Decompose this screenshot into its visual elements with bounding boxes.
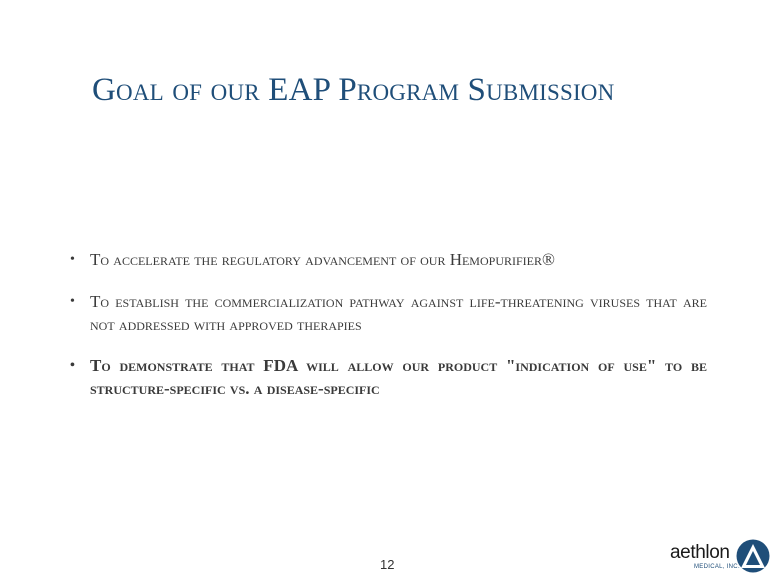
bullet-item	[70, 354, 707, 400]
bullet-marker: •	[70, 358, 75, 373]
company-logo	[668, 538, 772, 576]
bullet-marker: •	[70, 294, 75, 309]
aethlon-triangle-logo-icon	[736, 539, 770, 573]
bullet-item	[70, 248, 707, 271]
logo-subtext: MEDICAL, INC.	[694, 564, 740, 570]
bullet-item	[70, 290, 707, 336]
page-number: 12	[380, 557, 395, 572]
bullet-text: To demonstrate that FDA will allow our product "indication of use" to be structure-specific vs. a disease-specific	[90, 356, 707, 398]
bullet-marker: •	[70, 252, 75, 267]
bullet-text: To accelerate the regulatory advancement of our Hemopurifier®	[90, 250, 555, 269]
slide-title: Goal of our EAP Program Submission	[92, 72, 615, 108]
logo-wordmark: aethlon	[670, 542, 730, 563]
bullet-list	[70, 248, 707, 400]
bullet-text: To establish the commercialization pathway against life-threatening viruses that are not addressed with approved therapies	[90, 292, 707, 334]
